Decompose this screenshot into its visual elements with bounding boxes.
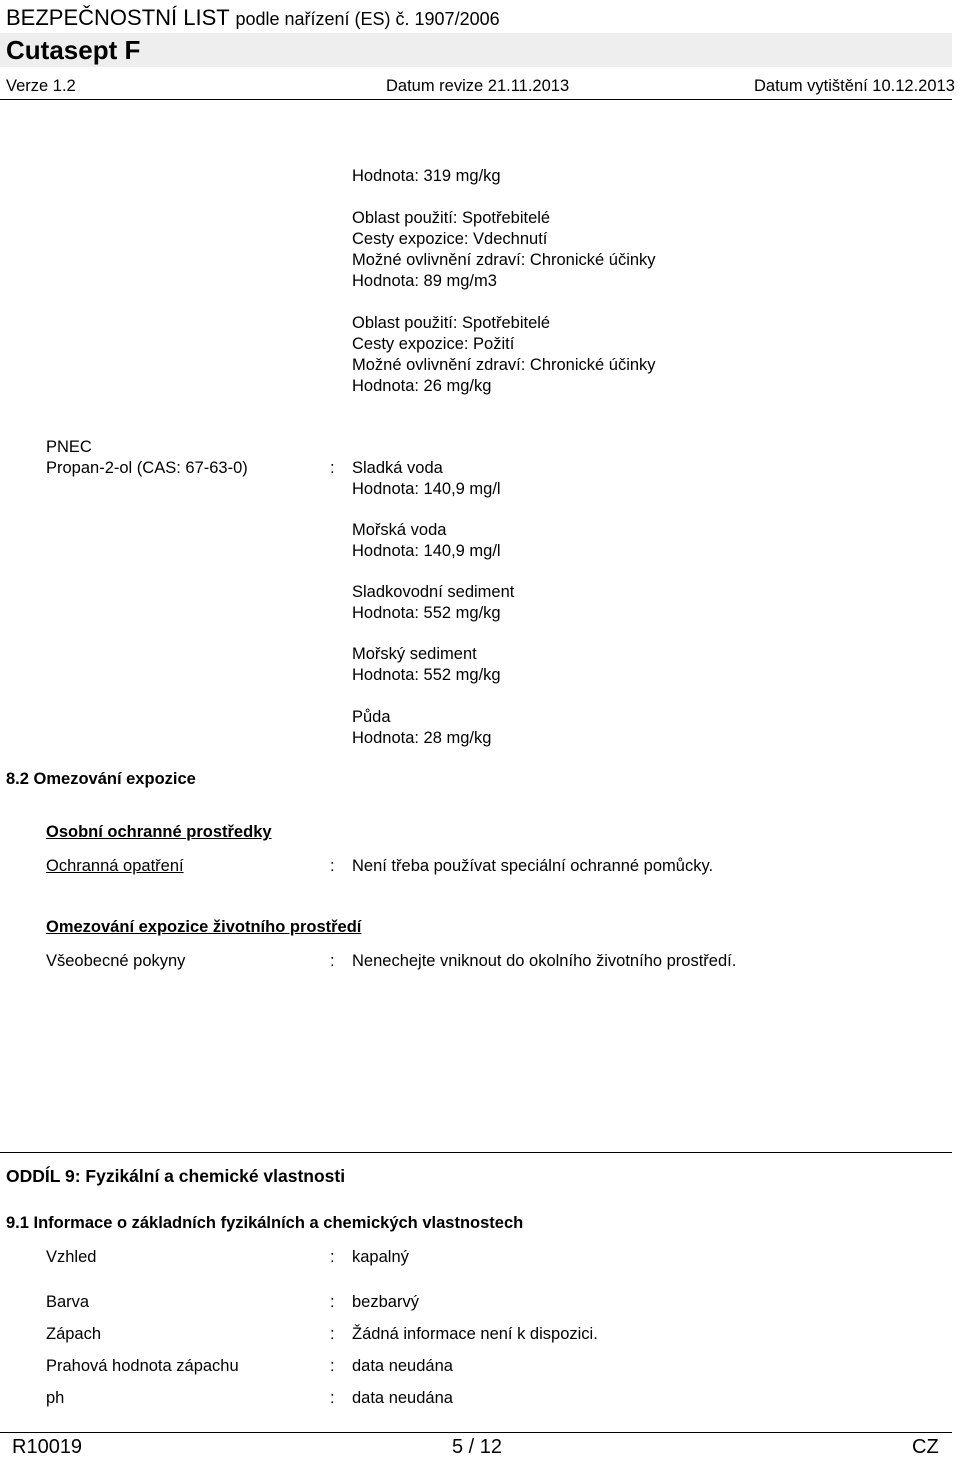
pnec-entry-value: Hodnota: 28 mg/kg (352, 729, 492, 747)
section-divider (0, 1152, 952, 1153)
colon: : (330, 857, 335, 875)
document-title: BEZPEČNOSTNÍ LIST podle nařízení (ES) č. 1907/2006 (6, 5, 500, 30)
property-value: data neudána (352, 1357, 453, 1375)
property-label: Vzhled (46, 1248, 97, 1266)
section-9-heading: ODDÍL 9: Fyzikální a chemické vlastnosti (6, 1166, 346, 1186)
print-date: Datum vytištění 10.12.2013 (754, 77, 955, 95)
pnec-entry-name: Sladkovodní sediment (352, 583, 515, 601)
pnec-entry-value: Hodnota: 140,9 mg/l (352, 542, 501, 560)
section-9-1-heading: 9.1 Informace o základních fyzikálních a chemických vlastnostech (6, 1214, 524, 1232)
dnel-line: Cesty expozice: Vdechnutí (352, 230, 548, 248)
dnel-line: Oblast použití: Spotřebitelé (352, 209, 551, 227)
pnec-entry-value: Hodnota: 140,9 mg/l (352, 480, 501, 498)
property-value: bezbarvý (352, 1293, 419, 1311)
property-value: kapalný (352, 1248, 409, 1266)
product-name: Cutasept F (6, 35, 141, 65)
revision-date: Datum revize 21.11.2013 (386, 77, 570, 95)
dnel-line: Hodnota: 89 mg/m3 (352, 272, 497, 290)
colon: : (330, 1389, 335, 1407)
pnec-entry-name: Mořská voda (352, 521, 447, 539)
dnel-line: Oblast použití: Spotřebitelé (352, 314, 551, 332)
colon: : (330, 1325, 335, 1343)
product-name-bar (0, 33, 952, 67)
colon: : (330, 459, 335, 477)
property-value: data neudána (352, 1389, 453, 1407)
ppe-value: Není třeba používat speciální ochranné pomůcky. (352, 857, 714, 875)
pnec-entry-name: Sladká voda (352, 459, 443, 477)
property-label: Prahová hodnota zápachu (46, 1357, 239, 1375)
pnec-entry-name: Půda (352, 708, 391, 726)
property-label: Zápach (46, 1325, 102, 1343)
colon: : (330, 1293, 335, 1311)
colon: : (330, 952, 335, 970)
document-id: R10019 (12, 1436, 83, 1458)
ppe-heading: Osobní ochranné prostředky (46, 823, 272, 841)
property-label: ph (46, 1389, 65, 1407)
colon: : (330, 1248, 335, 1266)
dnel-value: Hodnota: 319 mg/kg (352, 167, 501, 185)
country-code: CZ (912, 1436, 939, 1458)
env-value: Nenechejte vniknout do okolního životního prostředí. (352, 952, 737, 970)
regulation-reference: podle nařízení (ES) č. 1907/2006 (235, 9, 500, 29)
dnel-line: Hodnota: 26 mg/kg (352, 377, 492, 395)
colon: : (330, 1357, 335, 1375)
pnec-entry-name: Mořský sediment (352, 645, 477, 663)
dnel-line: Možné ovlivnění zdraví: Chronické účinky (352, 356, 656, 374)
page-footer (0, 1432, 952, 1458)
pnec-substance: Propan-2-ol (CAS: 67-63-0) (46, 459, 248, 477)
pnec-heading: PNEC (46, 438, 92, 456)
version: Verze 1.2 (6, 77, 76, 95)
pnec-entry-value: Hodnota: 552 mg/kg (352, 666, 501, 684)
dnel-line: Cesty expozice: Požití (352, 335, 515, 353)
dnel-line: Možné ovlivnění zdraví: Chronické účinky (352, 251, 656, 269)
pnec-entry-value: Hodnota: 552 mg/kg (352, 604, 501, 622)
env-heading: Omezování expozice životního prostředí (46, 918, 362, 936)
section-8-2-heading: 8.2 Omezování expozice (6, 770, 196, 788)
property-value: Žádná informace není k dispozici. (352, 1325, 598, 1343)
page-number: 5 / 12 (452, 1436, 503, 1458)
property-label: Barva (46, 1293, 90, 1311)
ppe-label: Ochranná opatření (46, 857, 184, 875)
env-label: Všeobecné pokyny (46, 952, 186, 970)
